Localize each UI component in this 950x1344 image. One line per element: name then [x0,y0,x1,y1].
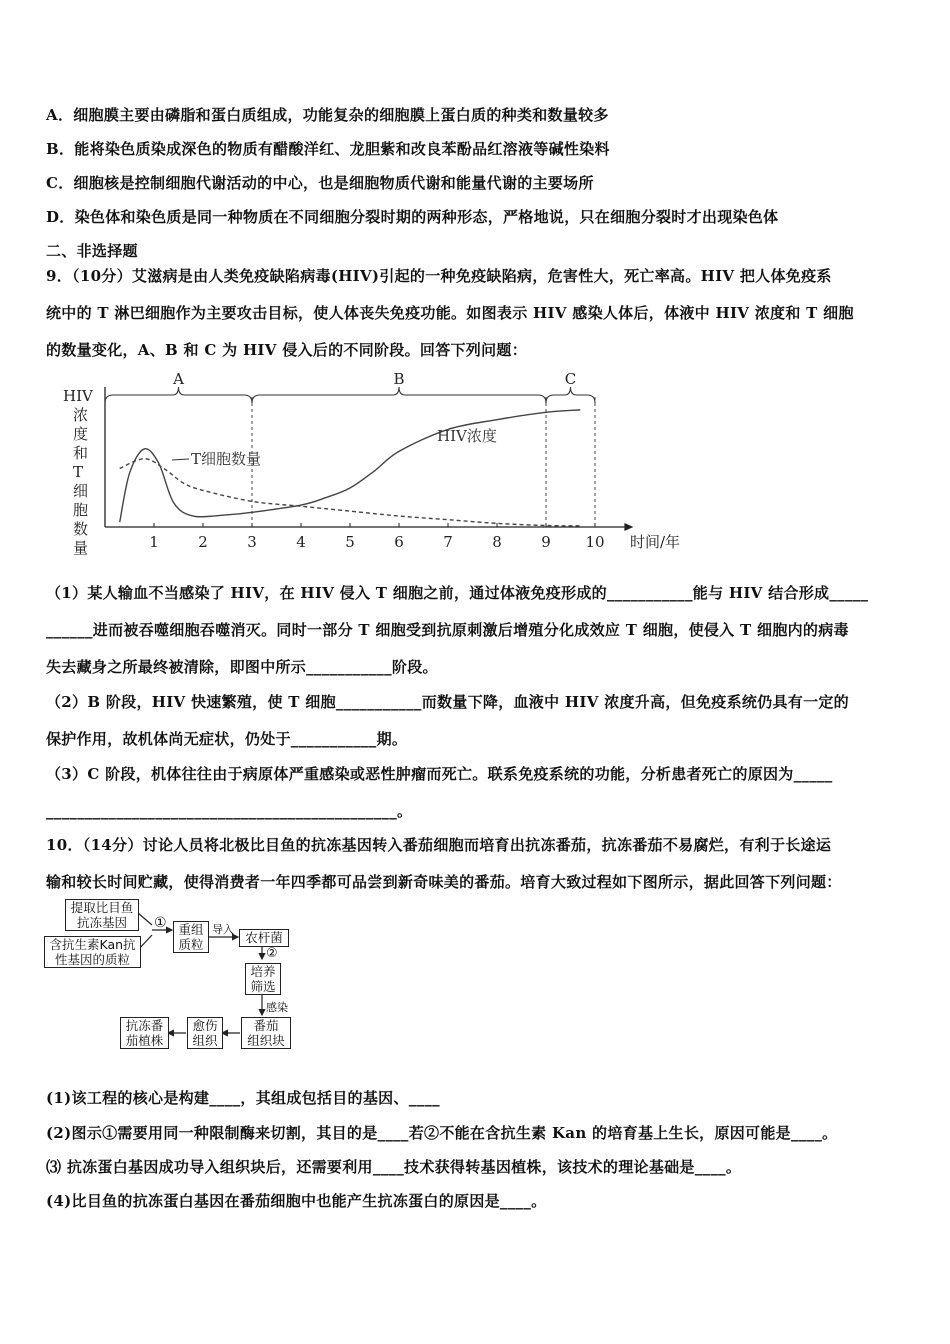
flow-plant-l2: 茄植株 [125,1033,164,1048]
stage-label: C [564,370,577,388]
x-tick-label: 2 [198,533,208,551]
flow-gene-l1: 提取比目鱼 [70,900,134,915]
flow-recomb-l1: 重组 [178,922,204,937]
stage-brace [546,387,595,403]
x-axis-arrow [624,523,633,531]
flow-plasmid-l2: 性基因的质粒 [54,952,130,967]
option-b: B．能将染色质染成深色的物质有醋酸洋红、龙胆紫和改良苯酚品红溶液等碱性染料 [46,140,610,158]
flow-step1: ① [154,915,167,931]
q10-line1: 10．（14分）讨论人员将北极比目鱼的抗冻基因转入番茄细胞而培育出抗冻番茄，抗冻番茄不易腐烂，有利于长途运 [46,836,832,854]
x-tick-label: 7 [443,533,453,551]
flow-culture-l2: 筛选 [250,979,276,994]
q9-line1: 9．（10分）艾滋病是由人类免疫缺陷病毒(HIV)引起的一种免疫缺陷病，危害性大，死亡率高。HIV 把人体免疫系 [46,267,832,285]
ylabel-char: 浓 [73,406,89,424]
q9-line3: 的数量变化，A、B 和 C 为 HIV 侵入后的不同阶段。回答下列问题： [46,341,527,359]
flow-infect: 感染 [266,1001,288,1014]
ylabel-char: 量 [73,539,89,557]
flow-plasmid-l1: 含抗生素Kan抗 [49,937,136,952]
chart-xlabel: 时间/年 [630,533,681,551]
q9-p1b: ______进而被吞噬细胞吞噬消灭。同时一部分 T 细胞受到抗原刺激后增殖分化成效应 T 细胞，使侵入 T 细胞内的病毒 [46,621,849,639]
stage-label: A [173,370,184,388]
stage-label: B [393,370,405,388]
flow-culture [245,963,281,995]
option-d: D．染色体和染色质是同一种物质在不同细胞分裂时期的两种形态，严格地说，只在细胞分裂时才出现染色体 [46,208,779,226]
x-tick-label: 10 [585,533,605,551]
x-tick-label: 8 [492,533,502,551]
flow-callus [187,1017,223,1049]
ylabel-char: 数 [73,520,89,538]
chart-stages [105,370,595,527]
q10-s2: (2)图示①需要用同一种限制酶来切割，其目的是____若②不能在含抗生素 Kan 的培育基上生长，原因可能是____。 [46,1124,838,1142]
flow-plant [120,1017,169,1049]
q10-s4: (4)比目鱼的抗冻蛋白基因在番茄细胞中也能产生抗冻蛋白的原因是____。 [46,1192,547,1210]
ylabel-char: 胞 [73,501,89,519]
x-tick-label: 4 [296,533,306,551]
q9-line2: 统中的 T 淋巴细胞作为主要攻击目标，使人体丧失免疫功能。如图表示 HIV 感染人体后，体液中 HIV 浓度和 T 细胞 [46,304,854,322]
q9-p3a: （3）C 阶段，机体往往由于病原体严重感染或恶性肿瘤而死亡。联系免疫系统的功能，分析患者死亡的原因为_____ [46,765,833,783]
ylabel-char: 细 [73,482,89,500]
flow-culture-l1: 培养 [250,964,276,979]
flow-gene-l2: 抗冻基因 [76,915,127,930]
option-a: A．细胞膜主要由磷脂和蛋白质组成，功能复杂的细胞膜上蛋白质的种类和数量较多 [46,106,609,124]
option-c: C．细胞核是控制细胞代谢活动的中心，也是细胞物质代谢和能量代谢的主要场所 [46,174,594,192]
ylabel-char: 和 [73,444,89,462]
q10-line2: 输和较长时间贮藏，使得消费者一年四季都可品尝到新奇味美的番茄。培育大致过程如下图所示，据此回答下列问题： [46,873,842,891]
flow-tissue [241,1017,291,1049]
x-tick-label: 3 [247,533,257,551]
ylabel-char: HIV [63,387,93,405]
flow-callus-l2: 组织 [192,1033,218,1048]
q10-s1: (1)该工程的核心是构建____，其组成包括目的基因、____ [46,1089,440,1107]
q9-p1c: 失去藏身之所最终被清除，即图中所示___________阶段。 [46,658,438,676]
q9-p2b: 保护作用，故机体尚无症状，仍处于___________期。 [46,730,408,748]
flow-step2: ② [266,946,278,961]
stage-brace [105,387,252,403]
flow-plant-l1: 抗冻番 [125,1018,164,1033]
q9-p1a: （1）某人输血不当感染了 HIV，在 HIV 侵入 T 细胞之前，通过体液免疫形成的___________能与 HIV 结合形成_____ [46,584,869,602]
flow-callus-l1: 愈伤 [192,1018,218,1033]
flow-tissue-l2: 组织块 [247,1033,285,1048]
flow-agro: 农杆菌 [239,929,289,947]
x-tick-label: 5 [345,533,355,551]
flow-diagram [40,895,300,1055]
t-cell-leader [172,459,189,460]
q9-p3b: _____________________________________________。 [46,802,413,820]
q9-p2a: （2）B 阶段，HIV 快速繁殖，使 T 细胞___________而数量下降，血液中 HIV 浓度升高，但免疫系统仍具有一定的 [46,693,849,711]
t-cell-line [120,459,581,526]
q10-s3: ⑶ 抗冻蛋白基因成功导入组织块后，还需要利用____技术获得转基因植株，该技术的理论基础是____。 [46,1158,742,1176]
flow-plasmid [44,936,141,968]
ylabel-char: 度 [73,425,89,443]
x-tick-label: 9 [541,533,551,551]
flow-tissue-l1: 番茄 [253,1018,279,1033]
flow-recomb-l2: 质粒 [178,937,204,952]
hiv-line [120,410,581,522]
t-cell-annotation: T细胞数量 [191,450,262,468]
flow-gene [65,899,139,931]
hiv-chart [55,365,705,560]
chart-ylabel [63,387,94,557]
section-title: 二、非选择题 [46,242,138,260]
x-tick-label: 6 [394,533,404,551]
ylabel-char: T [73,463,84,481]
flow-recomb [173,921,209,953]
hiv-annotation: HIV浓度 [437,427,497,445]
flow-import: 导入 [212,923,234,936]
stage-brace [252,387,546,403]
x-tick-label: 1 [149,533,159,551]
chart-series [120,410,581,526]
